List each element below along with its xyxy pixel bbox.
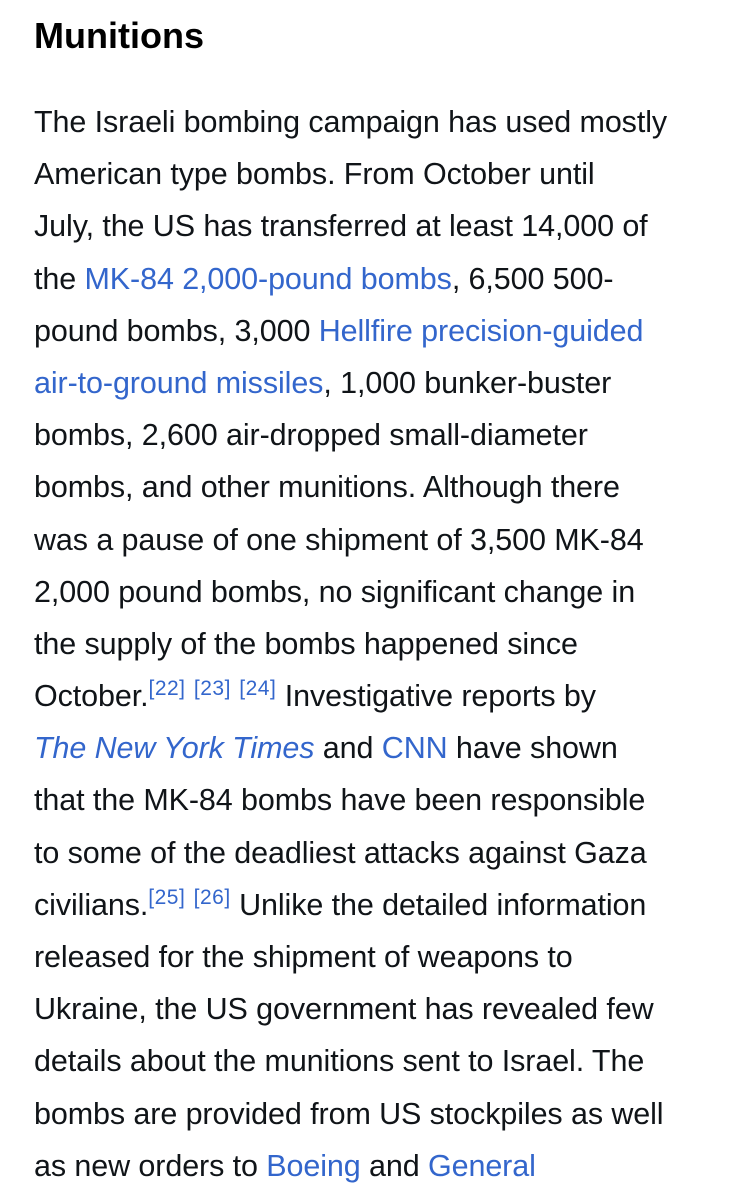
text-line xyxy=(34,148,734,200)
link-cnn[interactable]: CNN xyxy=(381,731,448,766)
text-line xyxy=(34,566,734,618)
text-run: American type bombs. From October until xyxy=(34,157,595,192)
text-line xyxy=(34,305,734,357)
text-line xyxy=(34,1140,734,1192)
text-run: , 6,500 500- xyxy=(451,261,614,296)
link-mk84-bombs[interactable]: MK-84 2,000-pound bombs xyxy=(84,261,452,296)
citation-link[interactable]: [24] xyxy=(239,677,277,701)
text-run: bombs, 2,600 air-dropped small-diameter xyxy=(34,418,588,453)
text-run: and xyxy=(314,731,382,766)
text-run: details about the munitions sent to Israel. The xyxy=(34,1044,645,1079)
text-line xyxy=(34,1088,734,1140)
text-line xyxy=(34,461,734,513)
text-run: to some of the deadliest attacks against Gaza xyxy=(34,835,647,870)
text-run: the xyxy=(34,261,85,296)
link-boeing[interactable]: Boeing xyxy=(266,1148,361,1183)
text-line xyxy=(34,879,734,931)
text-line xyxy=(34,983,734,1035)
text-run: have shown xyxy=(447,731,618,766)
text-line xyxy=(34,357,734,409)
text-run: and xyxy=(360,1148,428,1183)
text-run: was a pause of one shipment of 3,500 MK-84 xyxy=(34,522,644,557)
text-line xyxy=(34,722,734,774)
text-run: pound bombs, 3,000 xyxy=(34,313,319,348)
text-line xyxy=(34,409,734,461)
text-run: Unlike the detailed information xyxy=(230,887,647,922)
text-line xyxy=(34,1035,734,1087)
text-run: October. xyxy=(34,679,149,714)
text-line xyxy=(34,253,734,305)
section-heading: Munitions xyxy=(34,15,204,56)
link-new-york-times[interactable]: The New York Times xyxy=(34,731,315,766)
text-run: 2,000 pound bombs, no significant change in xyxy=(34,574,636,609)
text-run: Ukraine, the US government has revealed few xyxy=(34,992,654,1027)
text-run: as new orders to xyxy=(34,1148,267,1183)
text-run: released for the shipment of weapons to xyxy=(34,940,573,974)
text-line xyxy=(34,200,734,252)
link-general-dynamics[interactable]: General xyxy=(427,1148,536,1183)
citation-link[interactable]: [22] xyxy=(148,677,186,701)
text-line xyxy=(34,514,734,566)
text-line xyxy=(34,827,734,879)
text-run: that the MK-84 bombs have been responsible xyxy=(34,783,646,818)
link-hellfire-missiles[interactable]: air-to-ground missiles xyxy=(34,365,324,400)
text-run: The Israeli bombing campaign has used mostly xyxy=(34,105,668,139)
link-hellfire-missiles[interactable]: Hellfire precision-guided xyxy=(318,313,644,348)
text-run: Investigative reports by xyxy=(276,679,596,714)
text-line xyxy=(34,931,734,983)
text-run: bombs, and other munitions. Although there xyxy=(34,470,620,505)
text-run: , 1,000 bunker-buster xyxy=(323,365,612,400)
article-paragraph xyxy=(34,96,734,1192)
text-line xyxy=(34,774,734,826)
citation-link[interactable]: [26] xyxy=(193,885,231,909)
text-run: bombs are provided from US stockpiles as well xyxy=(34,1096,664,1131)
text-line xyxy=(34,670,734,722)
text-run: civilians. xyxy=(34,887,149,922)
text-run: the supply of the bombs happened since xyxy=(34,626,578,661)
text-line xyxy=(34,96,734,148)
citation-link[interactable]: [23] xyxy=(193,677,231,701)
text-line xyxy=(34,618,734,670)
citation-link[interactable]: [25] xyxy=(148,885,186,909)
text-run: July, the US has transferred at least 14,000 of xyxy=(34,209,648,244)
